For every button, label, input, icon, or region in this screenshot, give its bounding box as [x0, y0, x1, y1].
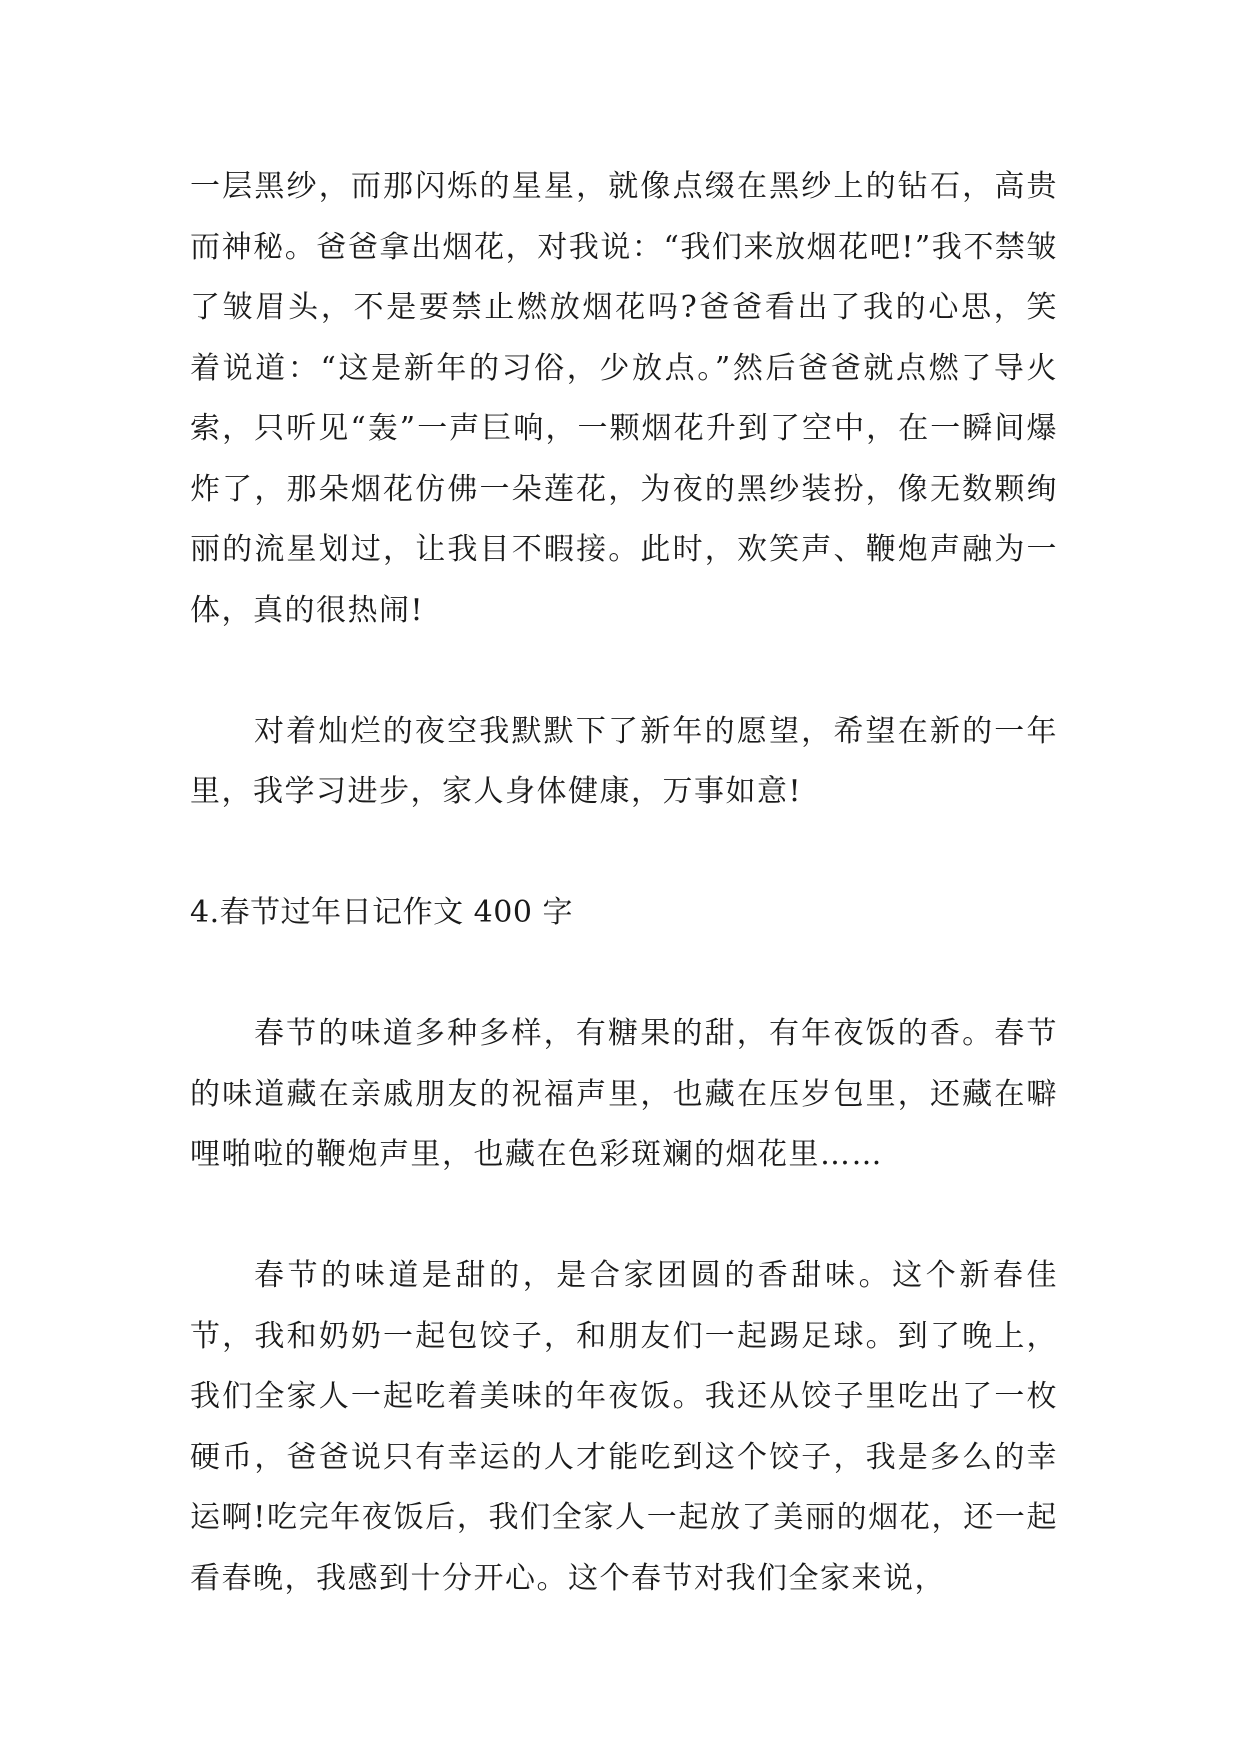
section-heading: 4.春节过年日记作文 400 字 — [190, 895, 573, 930]
document-body — [190, 157, 1058, 1670]
paragraph-fireworks-night: 一层黑纱，而那闪烁的星星，就像点缀在黑纱上的钻石，高贵而神秘。爸爸拿出烟花，对我说：“我们来放烟花吧!”我不禁皱了皱眉头，不是要禁止燃放烟花吗?爸爸看出了我的心思，笑着说道：“这是新年的习俗，少放点。”然后爸爸就点燃了导火索，只听见“轰”一声巨响，一颗烟花升到了空中，在一瞬间爆炸了，那朵烟花仿佛一朵莲花，为夜的黑纱装扮，像无数颗绚丽的流星划过，让我目不暇接。此时，欢笑声、鞭炮声融为一体，真的很热闹! — [190, 169, 1058, 628]
paragraph-new-year-wish: 对着灿烂的夜空我默默下了新年的愿望，希望在新的一年里，我学习进步，家人身体健康，万事如意! — [190, 713, 1058, 809]
paragraph-spring-festival-flavors: 春节的味道多种多样，有糖果的甜，有年夜饭的香。春节的味道藏在亲戚朋友的祝福声里，也藏在压岁包里，还藏在噼哩啪啦的鞭炮声里，也藏在色彩斑斓的烟花里…… — [190, 1016, 1058, 1172]
paragraph-sweet-reunion: 春节的味道是甜的，是合家团圆的香甜味。这个新春佳节，我和奶奶一起包饺子，和朋友们一起踢足球。到了晚上，我们全家人一起吃着美味的年夜饭。我还从饺子里吃出了一枚硬币，爸爸说只有幸运的人才能吃到这个饺子，我是多么的幸运啊!吃完年夜饭后，我们全家人一起放了美丽的烟花，还一起看春晚，我感到十分开心。这个春节对我们全家来说， — [190, 1258, 1058, 1596]
